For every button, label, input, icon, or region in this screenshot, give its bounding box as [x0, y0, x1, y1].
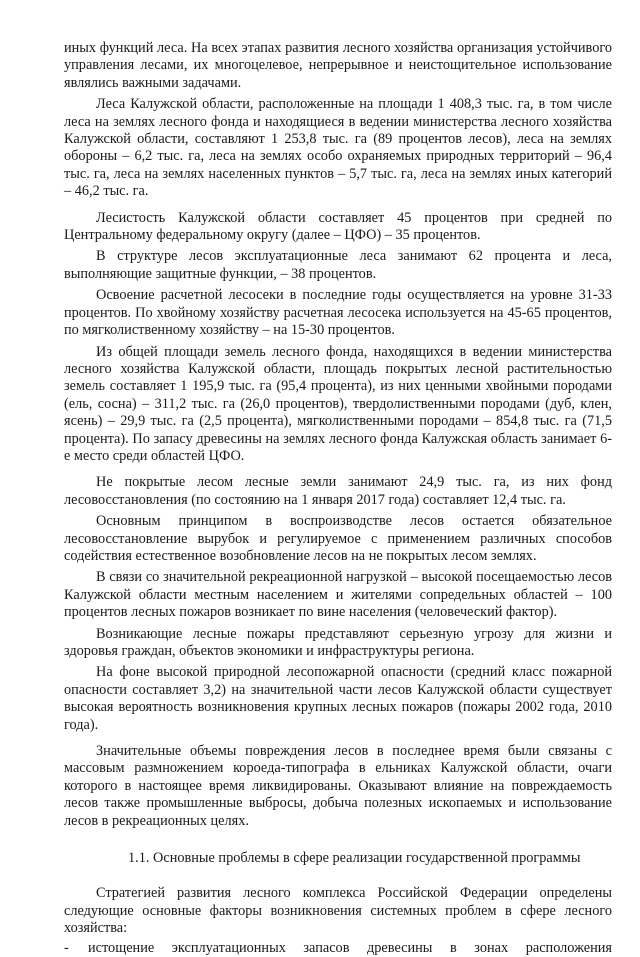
- paragraph-reproduction: Основным принципом в воспроизводстве лесов остается обязательное лесовосстановление вырубок и регулируемое с применением различных способов содействия естественное возобновление лесов на не покрытых лесом землях.: [64, 513, 612, 564]
- document-page: [64, 40, 612, 957]
- paragraph-forest-damage: Значительные объемы повреждения лесов в последнее время были связаны с массовым размножением короеда-типографа в ельниках Калужской области, очаги которого в настоящее время ликвидированы. Оказывают влияние на повреждаемость лесов также промышленные выбросы, добыча полезных ископаемых и использование лесов в рекреационных целях.: [64, 743, 612, 829]
- paragraph-forest-area: Леса Калужской области, расположенные на площади 1 408,3 тыс. га, в том числе леса на землях лесного фонда и находящиеся в ведении министерства лесного хозяйства Калужской области, составляют 1 253,8 тыс. га (89 процентов лесов), леса на землях обороны – 6,2 тыс. га, леса на землях особо охраняемых природных территорий – 96,4 тыс. га, леса на землях населенных пунктов – 5,7 тыс. га, леса на землях иных категорий – 46,2 тыс. га.: [64, 96, 612, 200]
- paragraph-fire-danger: На фоне высокой природной лесопожарной опасности (средний класс пожарной опасности составляет 3,2) на значительной части лесов Калужской области существует высокая вероятность возникновения крупных лесных пожаров (пожары 2002 года, 2010 года).: [64, 664, 612, 733]
- paragraph-strategy: Стратегией развития лесного комплекса Российской Федерации определены следующие основные факторы возникновения системных проблем в сфере лесного хозяйства:: [64, 885, 612, 937]
- paragraph-recreation-load: В связи со значительной рекреационной нагрузкой – высокой посещаемостью лесов Калужской области местным населением и жителями сопредельных областей – 100 процентов лесных пожаров возникает по вине населения (человеческий фактор).: [64, 569, 612, 621]
- list-item-text: истощение эксплуатационных запасов древесины в зонах расположения: [88, 939, 612, 956]
- paragraph-land-fund: Из общей площади земель лесного фонда, находящихся в ведении министерства лесного хозяйства Калужской области, площадь покрытых лесной растительностью земель составляет 1 195,9 тыс. га (95,4 процента), из них ценными хвойными породами (ель, сосна) – 311,2 тыс. га (26,0 процентов), твердолиственными породами (дуб, клен, ясень) – 29,9 тыс. га (2,5 процента), мягколиственными породами – 854,8 тыс. га (71,5 процента). По запасу древесины на землях лесного фонда Калужская область занимает 6-е место среди областей ЦФО.: [64, 343, 612, 464]
- paragraph-uncovered-lands: Не покрытые лесом лесные земли занимают 24,9 тыс. га, из них фонд лесовосстановления (по состоянию на 1 января 2017 года) составляет 12,4 тыс. га.: [64, 474, 612, 508]
- paragraph-fire-threat: Возникающие лесные пожары представляют серьезную угрозу для жизни и здоровья граждан, объектов экономики и инфраструктуры региона.: [64, 625, 612, 659]
- paragraph-forest-structure: В структуре лесов эксплуатационные леса занимают 62 процента и леса, выполняющие защитные функции, – 38 процентов.: [64, 248, 612, 282]
- bullet-dash: -: [64, 939, 69, 956]
- section-heading: 1.1. Основные проблемы в сфере реализации государственной программы: [128, 850, 581, 867]
- paragraph-forest-cover: Лесистость Калужской области составляет 45 процентов при средней по Центральному федеральному округу (далее – ЦФО) – 35 процентов.: [64, 209, 612, 244]
- paragraph-continuation: иных функций леса. На всех этапах развития лесного хозяйства организация устойчивого управления лесами, их многоцелевое, непрерывное и неистощительное использование являлись важными задачами.: [64, 40, 612, 91]
- list-item: [64, 940, 612, 957]
- paragraph-cutting-area: Освоение расчетной лесосеки в последние годы осуществляется на уровне 31-33 процентов. По хвойному хозяйству расчетная лесосека используется на 45-65 процентов, по мягколиственному хозяйству – на 15-30 процентов.: [64, 287, 612, 339]
